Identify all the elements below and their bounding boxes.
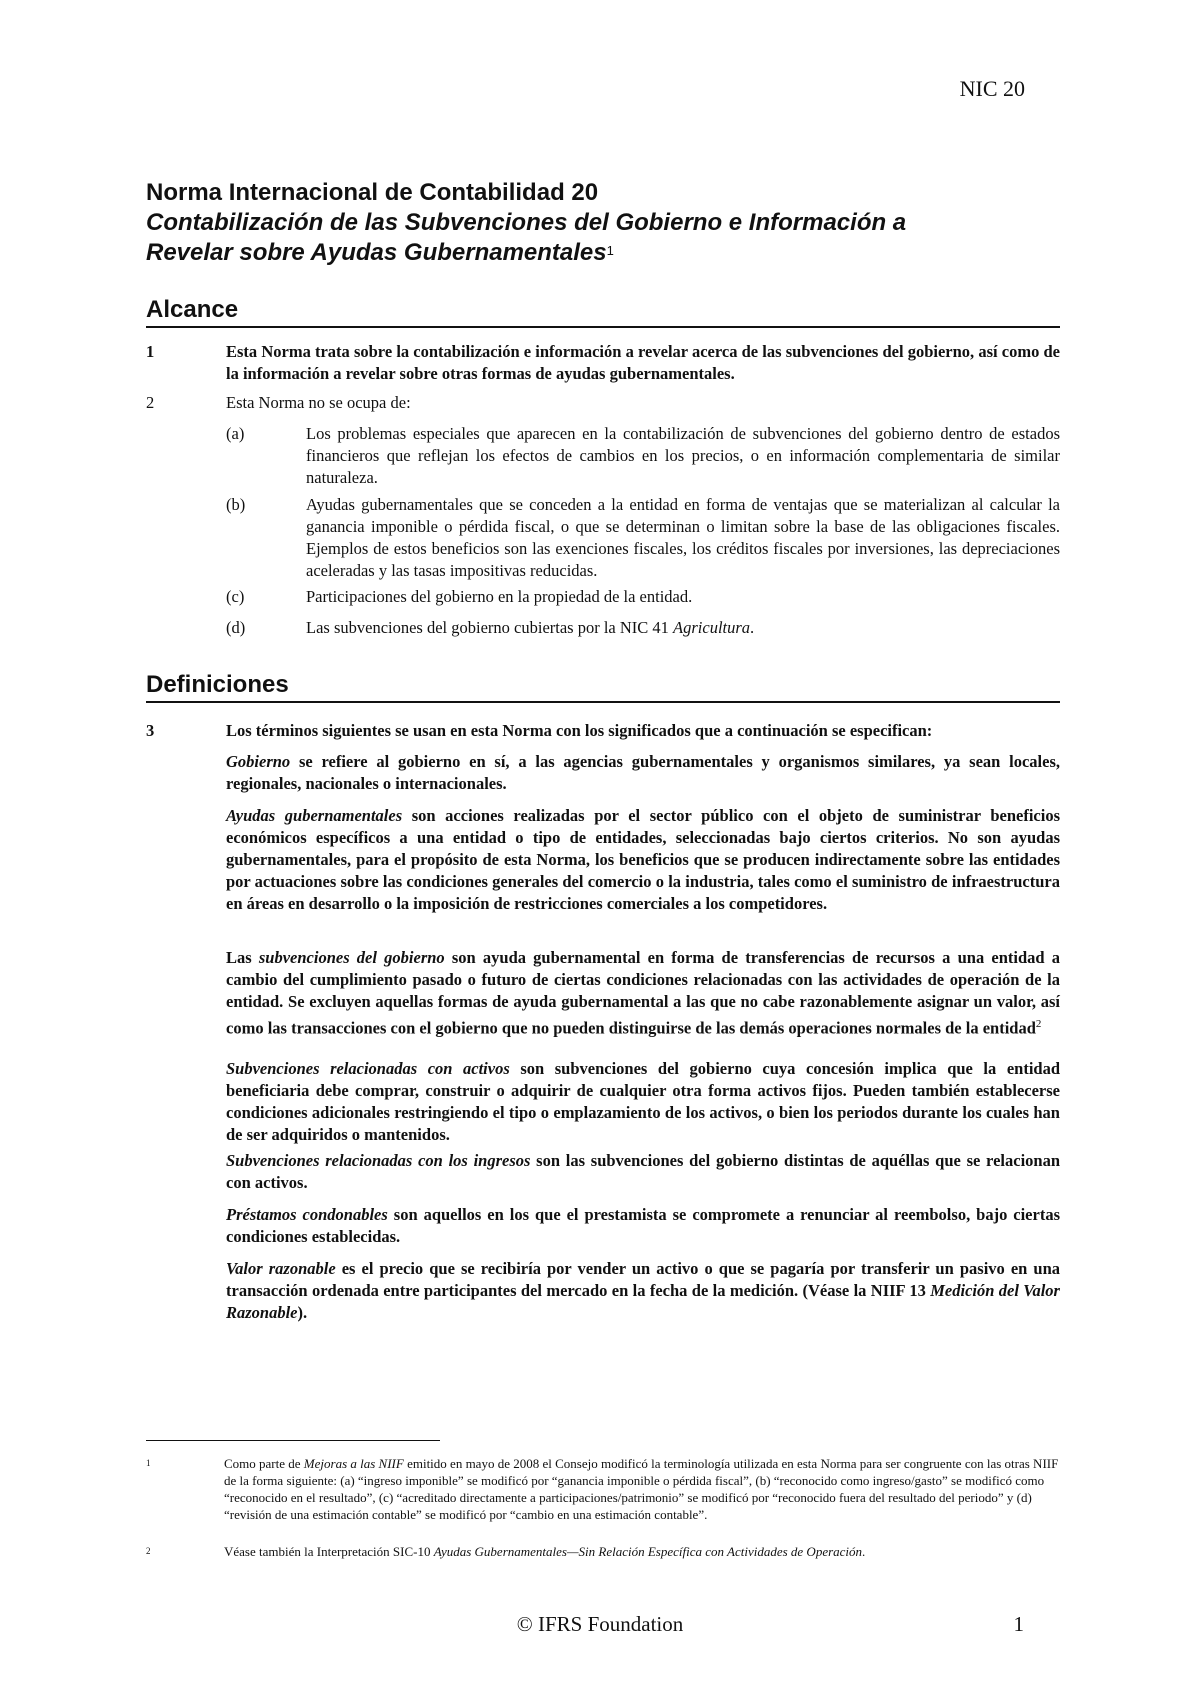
definition-text: ). <box>297 1303 308 1322</box>
title-line-1: Norma Internacional de Contabilidad 20 <box>146 179 599 206</box>
definition-text: es el precio que se recibiría por vender un activo o que se pagaría por transferir un pasivo en una transacción ordenada entre participantes del mercado en la fecha de la medición. (Véase la NIIF 13 <box>226 1259 1060 1300</box>
referenced-standard-title: Agricultura <box>673 618 751 637</box>
footnote-ref-2[interactable]: 2 <box>1035 1018 1042 1030</box>
footnote-text-part: emitido en mayo de 2008 el Consejo modificó la terminología utilizada en esta Norma para ser congruente con las otras NIIF de la forma siguiente: (a) “ingreso imponible” se modificó por “ganancia imponible o pérdida fiscal”, (b) “reconocido como ingreso/gasto” se modificó como “reconocido en el resultado”, (c) “acreditado directamente a participaciones/patrimonio” se modificó por “reconocido fuera del resultado del periodo” y (d) “revisión de una estimación contable” se modificó por “cambio en una estimación contable”. <box>224 1456 1059 1522</box>
paragraph-1 <box>146 341 1060 385</box>
defined-term: Préstamos condonables <box>226 1205 388 1224</box>
footnote-text-part: . <box>862 1544 866 1559</box>
defined-term: Subvenciones relacionadas con activos <box>226 1059 510 1078</box>
footnote-text <box>224 1455 1060 1523</box>
paragraph-number: 2 <box>146 393 155 412</box>
definition-text: son las subvenciones del gobierno distintas de aquéllas que se relacionan con activos. <box>226 1151 1061 1192</box>
paragraph-number: 3 <box>146 721 155 740</box>
section-heading-definiciones: Definiciones <box>146 671 1060 703</box>
definition-subvenciones-del-gobierno <box>226 947 1060 1040</box>
title-line-2: Contabilización de las Subvenciones del Gobierno e Información a <box>146 209 907 236</box>
definition-text: son acciones realizadas por el sector público con el objeto de suministrar beneficios económicos específicos a una entidad o tipo de entidades, seleccionadas bajo ciertos criterios. No son ayudas gubernamentales, para el propósito de esta Norma, los beneficios que se producen indirectamente sobre las entidades por actuaciones sobre las condiciones generales del comercio o la industria, tales como el suministro de infraestructura en áreas en desarrollo o la imposición de restricciones comerciales a los competidores. <box>226 806 1060 913</box>
paragraph-text: Esta Norma trata sobre la contabilización e información a revelar acerca de las subvenciones del gobierno, así como de la información a revelar sobre otras formas de ayudas gubernamentales. <box>226 342 1060 383</box>
list-text <box>306 617 1060 639</box>
definition-text: son ayuda gubernamental en forma de transferencias de recursos a una entidad a cambio del cumplimiento pasado o futuro de ciertas condiciones relacionadas con las actividades de operación de la entidad. Se excluyen aquellas formas de ayuda gubernamental a las que no cabe razonablemente asignar un valor, así como las transacciones con el gobierno que no pueden distinguirse de las demás operaciones normales de la entidad <box>226 948 1060 1038</box>
list-label: (c) <box>226 587 245 606</box>
definition-prestamos-condonables <box>226 1204 1060 1248</box>
paragraph-3 <box>146 720 1060 742</box>
list-item-c <box>226 586 1060 608</box>
definition-text: se refiere al gobierno en sí, a las agencias gubernamentales y organismos similares, ya sean locales, regionales, nacionales o internacionales. <box>226 752 1060 793</box>
footnote-separator <box>146 1440 440 1441</box>
footnote-text-part: Como parte de <box>224 1456 304 1471</box>
definition-gobierno <box>226 751 1060 795</box>
footer-copyright: © IFRS Foundation <box>516 1612 684 1636</box>
list-label: (d) <box>226 618 246 637</box>
definition-valor-razonable <box>226 1258 1060 1324</box>
definition-text: son subvenciones del gobierno cuya concesión implica que la entidad beneficiaria debe comprar, construir o adquirir de cualquier otra forma activos fijos. Pueden también establecerse condiciones adicionales restringiendo el tipo o emplazamiento de los activos, o bien los periodos durante los cuales han de ser adquiridos o mantenidos. <box>226 1059 1061 1144</box>
defined-term: Valor razonable <box>226 1259 336 1278</box>
footnote-2 <box>146 1543 1060 1560</box>
paragraph-text: Esta Norma no se ocupa de: <box>226 393 411 412</box>
list-label: (b) <box>226 495 246 514</box>
list-text: Los problemas especiales que aparecen en la contabilización de subvenciones del gobierno dentro de estados financieros que reflejan los efectos de cambios en los precios, o en información complementaria de similar naturaleza. <box>306 424 1060 487</box>
defined-term: Gobierno <box>226 752 291 771</box>
footnote-text <box>224 1543 1060 1560</box>
list-item-b <box>226 494 1060 582</box>
title-line-3 <box>146 238 1060 268</box>
footnote-text-part: Véase también la Interpretación SIC-10 <box>224 1544 434 1559</box>
paragraph-2 <box>146 392 1060 414</box>
section-heading-alcance: Alcance <box>146 296 1060 328</box>
defined-term: subvenciones del gobierno <box>258 948 445 967</box>
definition-subvenciones-ingresos <box>226 1150 1060 1194</box>
list-item-d <box>226 617 1060 639</box>
footnote-mark: 2 <box>146 1546 151 1556</box>
list-item-a <box>226 423 1060 489</box>
footnote-1 <box>146 1455 1060 1523</box>
list-text-part: . <box>750 618 755 637</box>
title-footnote-ref[interactable]: 1 <box>606 243 614 258</box>
definition-text: Las <box>226 948 259 967</box>
paragraph-number: 1 <box>146 342 155 361</box>
definition-subvenciones-activos <box>226 1058 1060 1146</box>
defined-term: Ayudas gubernamentales <box>226 806 403 825</box>
standard-title <box>146 178 1060 268</box>
definition-ayudas-gubernamentales <box>226 805 1060 915</box>
footnote-mark: 1 <box>146 1458 151 1468</box>
paragraph-text: Los términos siguientes se usan en esta Norma con los significados que a continuación se especifican: <box>226 721 933 740</box>
list-text: Participaciones del gobierno en la propiedad de la entidad. <box>306 587 693 606</box>
running-head: NIC 20 <box>959 76 1025 101</box>
footnote-italic: Ayudas Gubernamentales—Sin Relación Específica con Actividades de Operación <box>433 1544 863 1559</box>
footnote-italic: Mejoras a las NIIF <box>303 1456 404 1471</box>
definition-text: son aquellos en los que el prestamista se compromete a renunciar al reembolso, bajo ciertas condiciones establecidas. <box>226 1205 1060 1246</box>
list-text: Ayudas gubernamentales que se conceden a la entidad en forma de ventajas que se materializan al calcular la ganancia imponible o pérdida fiscal, o que se determinan o limitan sobre la base de las obligaciones fiscales. Ejemplos de estos beneficios son las exenciones fiscales, los créditos fiscales por inversiones, las depreciaciones aceleradas y las tasas impositivas reducidas. <box>306 495 1060 580</box>
list-text-part: Las subvenciones del gobierno cubiertas por la NIC 41 <box>306 618 674 637</box>
list-label: (a) <box>226 424 245 443</box>
title-line-3-text: Revelar sobre Ayudas Gubernamentales <box>146 239 607 266</box>
referenced-standard-title: Medición del Valor Razonable <box>226 1281 1060 1322</box>
page-number: 1 <box>1013 1612 1024 1636</box>
defined-term: Subvenciones relacionadas con los ingresos <box>226 1151 531 1170</box>
